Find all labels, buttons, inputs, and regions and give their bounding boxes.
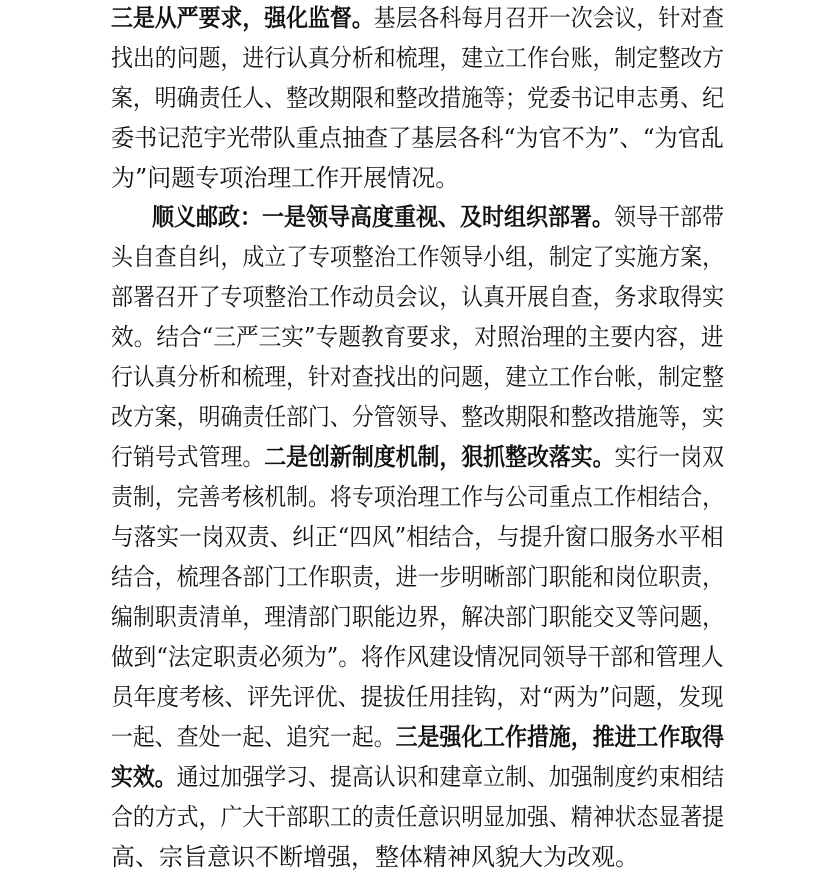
text-segment: 行销号式管理。 bbox=[111, 443, 265, 471]
paragraph-2-line-8: 责制，完善考核机制。将专项治理工作与公司重点工作相结合， bbox=[111, 483, 724, 511]
paragraph-1-line-2: 找出的问题，进行认真分析和梳理，建立工作台账，制定整改方 bbox=[111, 44, 724, 72]
text-segment: 领导干部带 bbox=[614, 203, 725, 231]
paragraph-2-line-2: 头自查自纠，成立了专项整治工作领导小组，制定了实施方案， bbox=[111, 243, 724, 271]
paragraph-2-line-13: 员年度考核、评先评优、提拔任用挂钩，对“两为”问题，发现 bbox=[111, 683, 724, 711]
paragraph-2-line-6: 改方案，明确责任部门、分管领导、整改期限和整改措施等，实 bbox=[111, 403, 724, 431]
paragraph-2-line-3: 部署召开了专项整治工作动员会议，认真开展自查，务求取得实 bbox=[111, 283, 724, 311]
paragraph-1-line-3: 案，明确责任人、整改期限和整改措施等；党委书记申志勇、纪 bbox=[111, 84, 724, 112]
text-segment: 基层各科每月召开一次会议，针对查 bbox=[373, 4, 724, 32]
bold-heading: 二是创新制度机制，狠抓整改落实。 bbox=[264, 442, 615, 471]
text-segment: 实行一岗双 bbox=[614, 443, 724, 471]
paragraph-1-line-5: 为”问题专项治理工作开展情况。 bbox=[111, 164, 460, 192]
paragraph-2-line-11: 编制职责清单，理清部门职能边界，解决部门职能交叉等问题， bbox=[111, 603, 724, 631]
bold-heading: 实效。 bbox=[111, 762, 177, 791]
text-segment: 一起、查处一起、追究一起。 bbox=[111, 723, 396, 751]
bold-heading: 三是从严要求，强化监督。 bbox=[111, 3, 374, 32]
paragraph-2-line-5: 行认真分析和梳理，针对查找出的问题，建立工作台帐，制定整 bbox=[111, 363, 724, 391]
paragraph-1-line-4: 委书记范宇光带队重点抽查了基层各科“为官不为”、“为官乱 bbox=[111, 124, 724, 152]
text-segment: 通过加强学习、提高认识和建章立制、加强制度约束相结 bbox=[176, 763, 724, 791]
paragraph-2-line-17: 高、宗旨意识不断增强，整体精神风貌大为改观。 bbox=[111, 843, 639, 871]
bold-heading: 顺义邮政：一是领导高度重视、及时组织部署。 bbox=[152, 202, 615, 231]
paragraph-2-line-10: 结合，梳理各部门工作职责，进一步明晰部门职能和岗位职责， bbox=[111, 563, 724, 591]
paragraph-2-line-9: 与落实一岗双责、纠正“四风”相结合，与提升窗口服务水平相 bbox=[111, 523, 724, 551]
bold-heading: 三是强化工作措施，推进工作取得 bbox=[395, 722, 724, 751]
paragraph-2-line-4: 效。结合“三严三实”专题教育要求，对照治理的主要内容，进 bbox=[111, 323, 724, 351]
paragraph-2-line-12: 做到“法定职责必须为”。将作风建设情况同领导干部和管理人 bbox=[111, 643, 724, 671]
paragraph-2-line-16: 合的方式，广大干部职工的责任意识明显加强、精神状态显著提 bbox=[111, 803, 724, 831]
